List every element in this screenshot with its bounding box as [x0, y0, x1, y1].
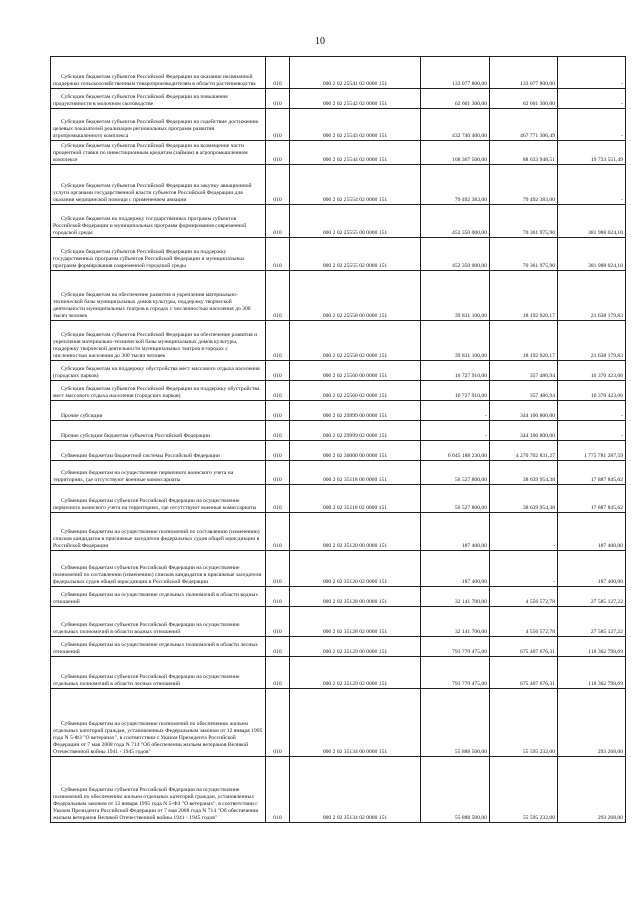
row-budget-code-cell: 000 2 02 25542 02 0000 151: [290, 89, 421, 109]
table-row: [51, 109, 626, 141]
row-admin-code-cell: 010: [266, 361, 290, 381]
row-budget-code-cell: 000 2 02 35129 02 0000 151: [290, 657, 421, 689]
table-row: [51, 57, 626, 89]
row-budget-code-cell: 000 2 02 25555 02 0000 151: [290, 238, 421, 271]
row-executed-amount-cell: 4 556 572,78: [490, 607, 558, 637]
row-planned-amount-cell: 56 527 800,00: [421, 461, 490, 485]
table-row: [51, 757, 626, 823]
row-remaining-amount-cell: 21 638 179,83: [558, 271, 626, 321]
row-remaining-amount-cell: 17 887 845,62: [558, 485, 626, 513]
row-planned-amount-cell: 39 831 100,00: [421, 271, 490, 321]
row-remaining-amount-cell: 187 400,00: [558, 551, 626, 587]
row-admin-code-cell: 010: [266, 441, 290, 461]
row-name-cell: [51, 361, 266, 381]
row-executed-amount-cell: 675 407 676,31: [490, 657, 558, 689]
row-budget-code-cell: 000 2 02 25555 00 0000 151: [290, 205, 421, 238]
row-name-text: Субсидии бюджетам субъектов Российской Федерации на обеспечение развития и укрепления материально-технической базы муниципальных домов культуры, поддержку творческой деятельности муниципальных театров в городах с численностью населения до 300 тысяч человек: [53, 332, 258, 359]
row-admin-code-cell: 010: [266, 238, 290, 271]
table-row: [51, 551, 626, 587]
row-name-text: Субвенции бюджетам на осуществление отдельных полномочий в области лесных отношений: [53, 642, 258, 655]
row-executed-amount-cell: 70 361 975,90: [490, 205, 558, 238]
row-remaining-amount-cell: 16 370 423,06: [558, 381, 626, 401]
row-remaining-amount-cell: 381 988 024,10: [558, 238, 626, 271]
row-budget-code-cell: 000 2 02 25544 02 0000 151: [290, 141, 421, 165]
row-executed-amount-cell: 55 595 232,00: [490, 689, 558, 757]
row-admin-code-cell: 010: [266, 109, 290, 141]
table-row: [51, 657, 626, 689]
table-row: [51, 361, 626, 381]
row-budget-code-cell: 000 2 02 35118 02 0000 151: [290, 485, 421, 513]
row-planned-amount-cell: 32 141 700,00: [421, 607, 490, 637]
row-name-text: Субсидии бюджетам субъектов Российской Федерации на поддержку государственных программ субъектов Российской Федерации и муниципальных программ формирования современной городской среды: [53, 249, 245, 269]
row-remaining-amount-cell: -: [558, 89, 626, 109]
row-budget-code-cell: 000 2 02 25558 00 0000 151: [290, 271, 421, 321]
table-row: [51, 513, 626, 551]
row-budget-code-cell: 000 2 02 30000 00 0000 151: [290, 441, 421, 461]
row-name-cell: [51, 637, 266, 657]
row-planned-amount-cell: 79 492 383,00: [421, 165, 490, 205]
row-planned-amount-cell: 6 045 188 230,00: [421, 441, 490, 461]
row-executed-amount-cell: 70 361 975,90: [490, 238, 558, 271]
row-name-cell: [51, 689, 266, 757]
row-remaining-amount-cell: 21 638 179,83: [558, 321, 626, 361]
row-planned-amount-cell: 432 740 400,00: [421, 109, 490, 141]
row-name-cell: [51, 89, 266, 109]
table-row: [51, 607, 626, 637]
row-budget-code-cell: 000 2 02 25543 02 0000 151: [290, 109, 421, 141]
row-remaining-amount-cell: 293 268,00: [558, 689, 626, 757]
row-name-text: Субвенции бюджетам субъектов Российской Федерации на осуществление отдельных полномочий в области водных отношений: [53, 622, 240, 635]
row-budget-code-cell: 000 2 02 35120 00 0000 151: [290, 513, 421, 551]
row-name-text: Субвенции бюджетам на осуществление полномочий по обеспечению жильем отдельных категорий граждан, установленных Федеральным законом от 12 января 1995 года N 5-ФЗ "О ветеранах", в соответствии с Указом Президента Российской Федерации от 7 мая 2008 года N 714 "Об обеспечении жильем ветеранов Великой Отечественной войны 1941 - 1945 годов": [53, 721, 263, 755]
row-budget-code-cell: 000 2 02 25558 02 0000 151: [290, 321, 421, 361]
row-name-text: Субвенции бюджетам субъектов Российской Федерации на осуществление первичного воинского учета на территориях, где отсутствуют военные комиссариаты: [53, 498, 257, 511]
row-planned-amount-cell: 39 831 100,00: [421, 321, 490, 361]
row-budget-code-cell: 000 2 02 35128 02 0000 151: [290, 607, 421, 637]
row-executed-amount-cell: 133 077 800,00: [490, 57, 558, 89]
row-name-cell: [51, 485, 266, 513]
row-remaining-amount-cell: -: [558, 57, 626, 89]
table-row: [51, 441, 626, 461]
row-name-text: Субвенции бюджетам на осуществление отдельных полномочий в области водных отношений: [53, 592, 259, 605]
row-admin-code-cell: 010: [266, 461, 290, 485]
row-admin-code-cell: 010: [266, 689, 290, 757]
row-name-text: Субсидии бюджетам субъектов Российской Федерации на повышение продуктивности в молочном скотоводстве: [53, 94, 228, 107]
row-name-cell: [51, 441, 266, 461]
row-planned-amount-cell: -: [421, 401, 490, 421]
row-budget-code-cell: 000 2 02 25560 00 0000 151: [290, 361, 421, 381]
row-executed-amount-cell: 18 192 920,17: [490, 271, 558, 321]
table-row: [51, 238, 626, 271]
budget-table-body: [51, 57, 626, 823]
row-admin-code-cell: 010: [266, 401, 290, 421]
row-admin-code-cell: 010: [266, 89, 290, 109]
row-admin-code-cell: 010: [266, 57, 290, 89]
row-executed-amount-cell: 4 556 572,78: [490, 587, 558, 607]
row-budget-code-cell: 000 2 02 35129 00 0000 151: [290, 637, 421, 657]
row-remaining-amount-cell: 118 362 798,69: [558, 657, 626, 689]
row-remaining-amount-cell: 118 362 798,69: [558, 637, 626, 657]
row-budget-code-cell: 000 2 02 35134 02 0000 151: [290, 757, 421, 823]
table-row: [51, 401, 626, 421]
row-admin-code-cell: 010: [266, 757, 290, 823]
row-remaining-amount-cell: -: [558, 165, 626, 205]
row-name-text: Субсидии бюджетам субъектов Российской Федерации на закупку авиационной услуги органами государственной власти субъектов Российской Федерации для оказания медицинской помощи с применением авиации: [53, 183, 252, 203]
row-remaining-amount-cell: 27 585 127,22: [558, 607, 626, 637]
row-executed-amount-cell: 467 771 306,49: [490, 109, 558, 141]
row-planned-amount-cell: 187 400,00: [421, 513, 490, 551]
row-name-cell: [51, 421, 266, 441]
row-remaining-amount-cell: 19 733 551,49: [558, 141, 626, 165]
row-planned-amount-cell: 108 367 500,00: [421, 141, 490, 165]
table-row: [51, 89, 626, 109]
table-row: [51, 381, 626, 401]
row-executed-amount-cell: 344 100 800,00: [490, 401, 558, 421]
table-row: [51, 165, 626, 205]
row-executed-amount-cell: -: [490, 513, 558, 551]
row-budget-code-cell: 000 2 02 35134 00 0000 151: [290, 689, 421, 757]
row-planned-amount-cell: 133 077 800,00: [421, 57, 490, 89]
row-admin-code-cell: 010: [266, 271, 290, 321]
table-row: [51, 141, 626, 165]
row-name-cell: [51, 165, 266, 205]
row-budget-code-cell: 000 2 02 35118 00 0000 151: [290, 461, 421, 485]
row-name-cell: [51, 513, 266, 551]
row-budget-code-cell: 000 2 02 29999 00 0000 151: [290, 401, 421, 421]
table-row: [51, 205, 626, 238]
row-executed-amount-cell: 4 270 702 831,27: [490, 441, 558, 461]
row-executed-amount-cell: 38 639 954,38: [490, 461, 558, 485]
row-admin-code-cell: 010: [266, 637, 290, 657]
table-row: [51, 461, 626, 485]
row-name-text: Субсидии бюджетам субъектов Российской Федерации на возмещение части процентной ставки по инвестиционным кредитам (займам) в агропромышленном комплексе: [53, 143, 248, 163]
row-budget-code-cell: 000 2 02 25541 02 0000 151: [290, 57, 421, 89]
row-executed-amount-cell: 357 486,94: [490, 361, 558, 381]
row-admin-code-cell: 010: [266, 321, 290, 361]
row-admin-code-cell: 010: [266, 513, 290, 551]
row-name-cell: [51, 587, 266, 607]
row-name-text: Субсидии бюджетам на поддержку обустройства мест массового отдыха населения (городских парков): [53, 366, 260, 379]
row-executed-amount-cell: 675 407 676,31: [490, 637, 558, 657]
row-budget-code-cell: 000 2 02 35120 02 0000 151: [290, 551, 421, 587]
row-admin-code-cell: 010: [266, 485, 290, 513]
row-name-cell: [51, 57, 266, 89]
row-name-text: Субвенции бюджетам бюджетной системы Российской Федерации: [61, 453, 220, 459]
row-name-cell: [51, 461, 266, 485]
row-planned-amount-cell: 62 601 300,00: [421, 89, 490, 109]
row-planned-amount-cell: 16 727 910,00: [421, 381, 490, 401]
row-budget-code-cell: 000 2 02 25554 02 0000 151: [290, 165, 421, 205]
row-planned-amount-cell: -: [421, 421, 490, 441]
row-executed-amount-cell: 38 639 954,38: [490, 485, 558, 513]
row-name-text: Субвенции бюджетам субъектов Российской Федерации на осуществление отдельных полномочий в области лесных отношений: [53, 674, 240, 687]
row-name-text: Субсидии бюджетам субъектов Российской Федерации на оказание несвязанной поддержки сельскохозяйственным товаропроизводителям в области растениеводства: [53, 74, 256, 87]
row-planned-amount-cell: 32 141 700,00: [421, 587, 490, 607]
page-number: 10: [315, 36, 325, 47]
row-admin-code-cell: 010: [266, 165, 290, 205]
row-remaining-amount-cell: 187 400,00: [558, 513, 626, 551]
row-admin-code-cell: 010: [266, 421, 290, 441]
row-planned-amount-cell: 56 527 800,00: [421, 485, 490, 513]
row-name-cell: [51, 109, 266, 141]
row-executed-amount-cell: 62 601 300,00: [490, 89, 558, 109]
row-name-text: Субсидии бюджетам на обеспечение развития и укрепления материально-технической базы муниципальных домов культуры, поддержку творческой деятельности муниципальных театров в городах с численностью населения до 300 тысяч человек: [53, 292, 251, 319]
row-name-text: Субвенции бюджетам субъектов Российской Федерации на осуществление полномочий по составлению (изменению) списков кандидатов в присяжные заседатели федеральных судов общей юрисдикции в Российской Федерации: [53, 565, 262, 585]
row-executed-amount-cell: 88 633 948,51: [490, 141, 558, 165]
table-row: [51, 485, 626, 513]
row-admin-code-cell: 010: [266, 607, 290, 637]
row-planned-amount-cell: 55 888 500,00: [421, 757, 490, 823]
row-planned-amount-cell: 793 770 475,00: [421, 657, 490, 689]
row-budget-code-cell: 000 2 02 35128 00 0000 151: [290, 587, 421, 607]
row-remaining-amount-cell: 293 268,00: [558, 757, 626, 823]
row-admin-code-cell: 010: [266, 141, 290, 165]
row-name-cell: [51, 381, 266, 401]
row-executed-amount-cell: 18 192 920,17: [490, 321, 558, 361]
row-name-text: Субсидии бюджетам субъектов Российской Федерации на содействие достижению целевых показателей реализации региональных программ развития агропромышленного комплекса: [53, 119, 259, 139]
row-name-cell: [51, 757, 266, 823]
row-remaining-amount-cell: -: [558, 109, 626, 141]
row-name-cell: [51, 238, 266, 271]
row-name-text: Субвенции бюджетам субъектов Российской Федерации на осуществление полномочий по обеспечению жильем отдельных категорий граждан, установленных Федеральным законом от 12 января 1995 года N 5-ФЗ "О ветеранах", в соответствии с Указом Президента Российской Федерации от 7 мая 2008 года N 714 "Об обеспечении жильем ветеранов Великой Отечественной войны 1941 - 1945 годов": [53, 787, 259, 821]
row-name-text: Субвенции бюджетам на осуществление полномочий по составлению (изменению) списков кандидатов в присяжные заседатели федеральных судов общей юрисдикции в Российской Федерации: [53, 529, 260, 549]
budget-table: [50, 56, 626, 823]
row-admin-code-cell: 010: [266, 551, 290, 587]
row-executed-amount-cell: 79 492 383,00: [490, 165, 558, 205]
row-budget-code-cell: 000 2 02 25560 02 0000 151: [290, 381, 421, 401]
row-name-cell: [51, 205, 266, 238]
row-name-cell: [51, 551, 266, 587]
row-remaining-amount-cell: 16 370 423,06: [558, 361, 626, 381]
row-admin-code-cell: 010: [266, 657, 290, 689]
row-name-text: Прочие субсидии бюджетам субъектов Российской Федерации: [61, 433, 211, 439]
row-remaining-amount-cell: -: [558, 401, 626, 421]
row-name-cell: [51, 607, 266, 637]
row-admin-code-cell: 010: [266, 205, 290, 238]
row-budget-code-cell: 000 2 02 29999 02 0000 151: [290, 421, 421, 441]
row-name-text: Субсидии бюджетам субъектов Российской Федерации на поддержку обустройства мест массового отдыха населения (городских парков): [53, 386, 260, 399]
row-remaining-amount-cell: 17 887 845,62: [558, 461, 626, 485]
row-planned-amount-cell: 452 350 000,00: [421, 205, 490, 238]
row-planned-amount-cell: 55 888 500,00: [421, 689, 490, 757]
table-row: [51, 421, 626, 441]
row-executed-amount-cell: 55 595 232,00: [490, 757, 558, 823]
row-name-text: Прочие субсидии: [61, 413, 103, 419]
row-admin-code-cell: 010: [266, 381, 290, 401]
row-remaining-amount-cell: 27 585 127,22: [558, 587, 626, 607]
row-planned-amount-cell: 793 770 475,00: [421, 637, 490, 657]
row-planned-amount-cell: 187 400,00: [421, 551, 490, 587]
row-name-cell: [51, 401, 266, 421]
row-planned-amount-cell: 452 350 000,00: [421, 238, 490, 271]
table-row: [51, 271, 626, 321]
row-name-cell: [51, 657, 266, 689]
row-admin-code-cell: 010: [266, 587, 290, 607]
row-planned-amount-cell: 16 727 910,00: [421, 361, 490, 381]
row-remaining-amount-cell: -: [558, 421, 626, 441]
row-name-cell: [51, 271, 266, 321]
table-row: [51, 321, 626, 361]
row-remaining-amount-cell: 381 988 024,10: [558, 205, 626, 238]
table-row: [51, 587, 626, 607]
row-remaining-amount-cell: 1 775 781 287,59: [558, 441, 626, 461]
row-executed-amount-cell: -: [490, 551, 558, 587]
row-executed-amount-cell: 344 100 800,00: [490, 421, 558, 441]
row-executed-amount-cell: 357 486,94: [490, 381, 558, 401]
table-row: [51, 689, 626, 757]
row-name-cell: [51, 141, 266, 165]
row-name-text: Субсидии бюджетам на поддержку государственных программ субъектов Российской Федерации и муниципальных программ формирования современной городской среды: [53, 216, 247, 236]
table-row: [51, 637, 626, 657]
row-name-text: Субвенции бюджетам на осуществление первичного воинского учета на территориях, где отсутствуют военные комиссариаты: [53, 470, 234, 483]
row-name-cell: [51, 321, 266, 361]
